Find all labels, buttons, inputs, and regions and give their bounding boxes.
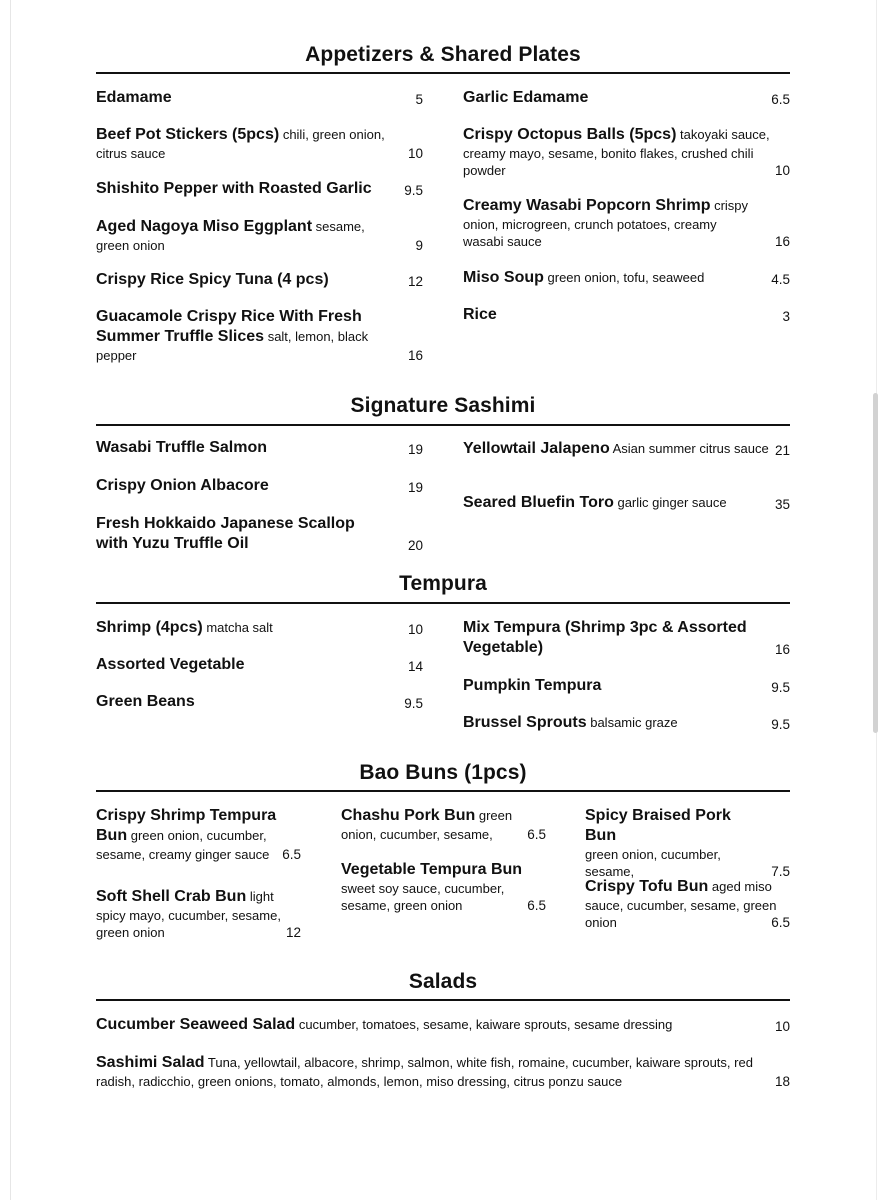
- item-name: Vegetable Tempura Bun: [341, 861, 523, 878]
- section-divider: [96, 602, 790, 604]
- item-name: Crispy Rice Spicy Tuna (4 pcs): [96, 271, 329, 288]
- item-price: 6.5: [771, 915, 790, 930]
- item-price: 9.5: [404, 183, 423, 198]
- item-name: Spicy Braised Pork Bun: [585, 807, 731, 844]
- item-name: Soft Shell Crab Bun: [96, 888, 247, 905]
- page-border-left: [10, 0, 11, 1200]
- menu-item: [463, 493, 790, 513]
- item-name: Green Beans: [96, 693, 195, 710]
- item-price: 21: [774, 443, 790, 458]
- item-name: Crispy Onion Albacore: [96, 477, 269, 494]
- menu-item: [585, 806, 790, 880]
- item-price: 7.5: [771, 864, 790, 879]
- item-price: 16: [407, 348, 423, 363]
- item-price: 9.5: [404, 696, 423, 711]
- menu-item: [96, 307, 423, 364]
- item-description: crispy onion, microgreen, crunch potatoes, creamy wasabi sauce: [463, 198, 749, 249]
- item-name: Edamame: [96, 89, 172, 106]
- menu-item: [341, 806, 546, 843]
- item-price: 9.5: [771, 717, 790, 732]
- item-description: matcha salt: [206, 620, 273, 635]
- menu-item: [463, 88, 790, 108]
- item-name: Brussel Sprouts: [463, 714, 587, 731]
- menu-item: [96, 217, 423, 254]
- item-name: Sashimi Salad: [96, 1054, 205, 1071]
- item-description: aged miso sauce, cucumber, sesame, green onion: [585, 879, 777, 930]
- item-price: 6.5: [282, 847, 301, 862]
- item-name: Pumpkin Tempura: [463, 677, 602, 694]
- item-description: green onion, cucumber, sesame,: [341, 808, 513, 842]
- item-description: sesame, green onion: [96, 219, 365, 253]
- item-price: 12: [285, 925, 301, 940]
- menu-item: [96, 1015, 790, 1035]
- item-description: chili, green onion, citrus sauce: [96, 127, 385, 161]
- section-divider: [96, 424, 790, 426]
- item-description: light spicy mayo, cucumber, sesame, green onion: [96, 889, 281, 940]
- item-price: 3: [782, 309, 790, 324]
- menu-item: [463, 618, 790, 658]
- item-price: 10: [407, 146, 423, 161]
- menu-item: [96, 887, 301, 941]
- item-price: 6.5: [771, 92, 790, 107]
- menu-item: [96, 125, 423, 162]
- section-divider: [96, 72, 790, 74]
- item-price: 9: [415, 238, 423, 253]
- menu-item: [96, 618, 423, 638]
- menu-item: [96, 806, 301, 863]
- item-name: Mix Tempura (Shrimp 3pc & Assorted Vegetable): [463, 619, 747, 656]
- item-name: Chashu Pork Bun: [341, 807, 476, 824]
- item-name: Shrimp (4pcs): [96, 619, 203, 636]
- item-description: green onion, tofu, seaweed: [547, 270, 705, 285]
- menu-item: [463, 268, 790, 288]
- menu-item: [96, 88, 423, 108]
- item-price: 10: [774, 1019, 790, 1034]
- item-description: garlic ginger sauce: [617, 495, 727, 510]
- item-price: 35: [774, 497, 790, 512]
- item-description: takoyaki sauce, creamy mayo, sesame, bonito flakes, crushed chili powder: [463, 127, 770, 178]
- item-name: Beef Pot Stickers (5pcs): [96, 126, 280, 143]
- menu-item: [96, 179, 423, 199]
- menu-item: [463, 676, 790, 696]
- item-price: 19: [407, 480, 423, 495]
- item-name: Wasabi Truffle Salmon: [96, 439, 267, 456]
- item-price: 12: [407, 274, 423, 289]
- scrollbar[interactable]: [873, 393, 878, 733]
- section-title-salads: Salads: [408, 970, 478, 993]
- menu-item: [463, 125, 790, 179]
- item-description: Asian summer citrus sauce: [612, 441, 769, 456]
- item-price: 6.5: [527, 827, 546, 842]
- item-name: Crispy Shrimp Tempura Bun: [96, 807, 277, 844]
- item-name: Fresh Hokkaido Japanese Scallop with Yuzu Truffle Oil: [96, 515, 355, 552]
- menu-item: [96, 1053, 790, 1090]
- item-price: 16: [774, 234, 790, 249]
- section-title-signature-sashimi: Signature Sashimi: [350, 394, 536, 417]
- section-title-bao-buns: Bao Buns (1pcs): [359, 761, 527, 784]
- item-name: Miso Soup: [463, 269, 544, 286]
- item-name: Cucumber Seaweed Salad: [96, 1016, 296, 1033]
- item-description: green onion, cucumber, sesame, creamy ginger sauce: [96, 828, 270, 862]
- item-price: 16: [774, 642, 790, 657]
- item-description: balsamic graze: [590, 715, 678, 730]
- item-name: Yellowtail Jalapeno: [463, 440, 610, 457]
- item-description: cucumber, tomatoes, sesame, kaiware sprouts, sesame dressing: [298, 1017, 673, 1032]
- item-description: sweet soy sauce, cucumber, sesame, green onion: [341, 881, 505, 913]
- section-title-tempura: Tempura: [399, 572, 487, 595]
- item-price: 10: [774, 163, 790, 178]
- item-name: Shishito Pepper with Roasted Garlic: [96, 180, 372, 197]
- item-name: Guacamole Crispy Rice With Fresh Summer Truffle Slices: [96, 308, 362, 345]
- item-name: Creamy Wasabi Popcorn Shrimp: [463, 197, 711, 214]
- item-name: Rice: [463, 306, 497, 323]
- item-price: 10: [407, 622, 423, 637]
- menu-item: [463, 305, 790, 325]
- item-name: Crispy Tofu Bun: [585, 878, 709, 895]
- menu-item: [463, 713, 790, 733]
- item-price: 19: [407, 442, 423, 457]
- item-name: Crispy Octopus Balls (5pcs): [463, 126, 677, 143]
- item-description: green onion, cucumber, sesame,: [585, 847, 721, 879]
- item-name: Garlic Edamame: [463, 89, 589, 106]
- menu-item: [585, 877, 790, 931]
- item-name: Assorted Vegetable: [96, 656, 245, 673]
- item-name: Aged Nagoya Miso Eggplant: [96, 218, 313, 235]
- menu-item: [96, 270, 423, 290]
- item-description: salt, lemon, black pepper: [96, 329, 369, 363]
- item-price: 4.5: [771, 272, 790, 287]
- section-divider: [96, 999, 790, 1001]
- section-title-appetizers: Appetizers & Shared Plates: [305, 43, 581, 66]
- menu-item: [96, 692, 423, 712]
- menu-item: [463, 439, 790, 459]
- item-price: 20: [407, 538, 423, 553]
- item-price: 5: [415, 92, 423, 107]
- item-description: Tuna, yellowtail, albacore, shrimp, salmon, white fish, romaine, cucumber, kaiware sprouts, red radish, radicchio, green onions, tomato, almonds, lemon, miso dressing, citrus ponzu sauce: [96, 1055, 753, 1089]
- menu-item: [96, 514, 423, 554]
- menu-item: [463, 196, 790, 250]
- item-price: 6.5: [527, 898, 546, 913]
- section-divider: [96, 790, 790, 792]
- menu-item: [96, 476, 423, 496]
- menu-item: [341, 860, 546, 914]
- item-price: 18: [774, 1074, 790, 1089]
- item-price: 9.5: [771, 680, 790, 695]
- item-name: Seared Bluefin Toro: [463, 494, 614, 511]
- menu-item: [96, 655, 423, 675]
- item-price: 14: [407, 659, 423, 674]
- menu-item: [96, 438, 423, 458]
